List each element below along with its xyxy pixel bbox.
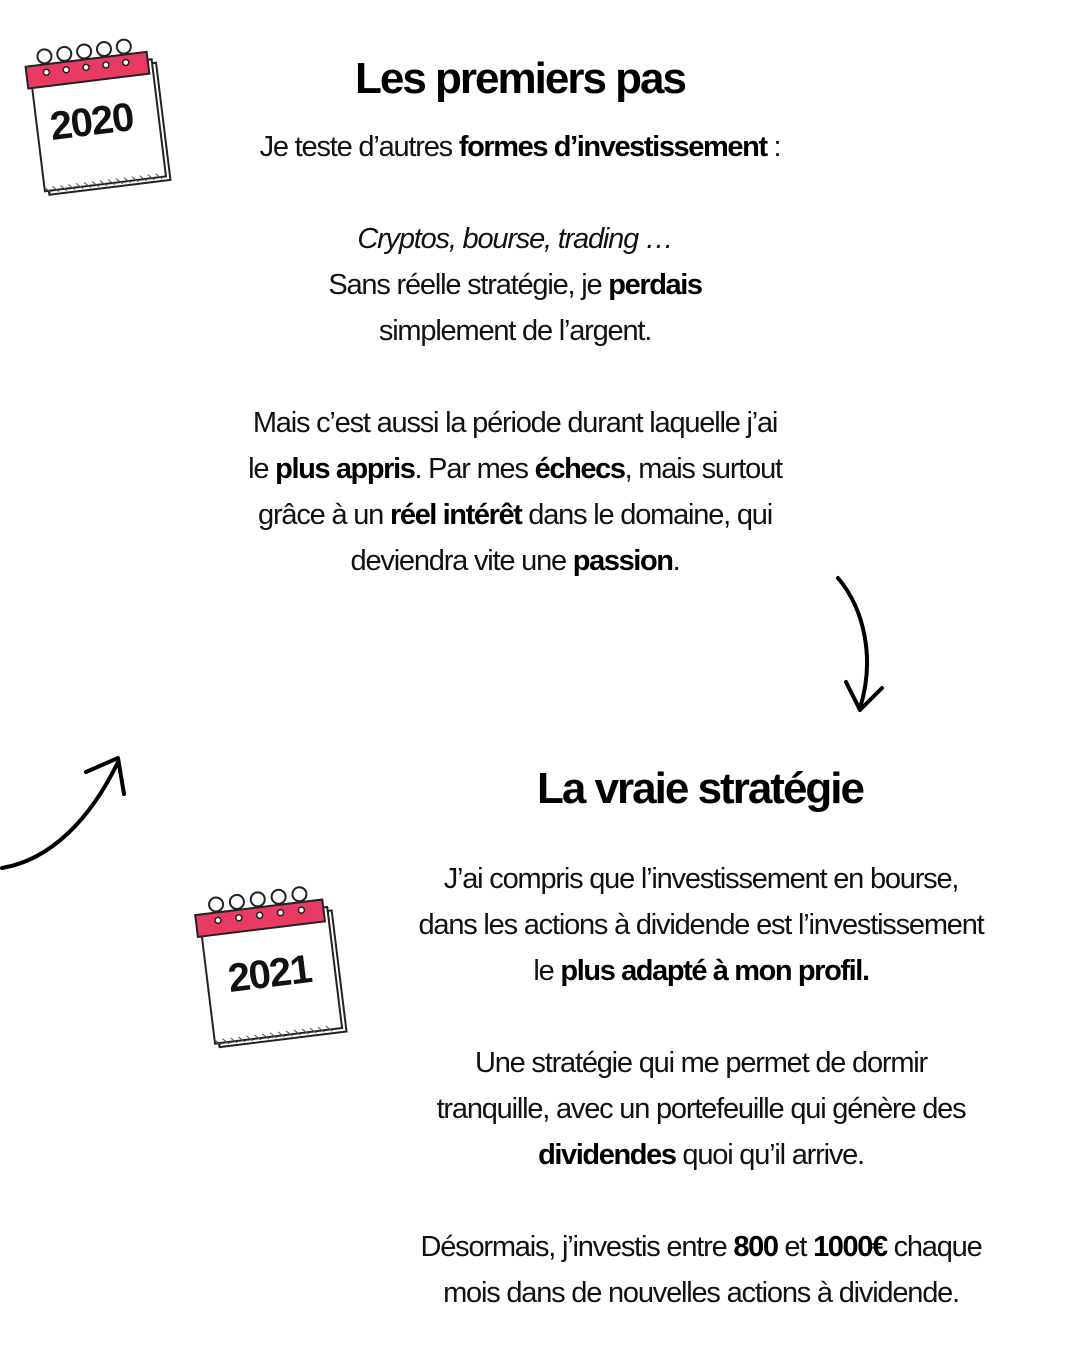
section2-paragraph-1: J’ai compris que l’investissement en bourse, dans les actions à dividende est l’investissement le plus adapté à mon profil. [418,863,984,987]
year-label: 2021 [225,947,314,1001]
calendar-2020-icon [20,30,180,195]
section2-paragraph-2: Une stratégie qui me permet de dormir tranquille, avec un portefeuille qui génère des dividendes quoi qu’il arrive. [436,1047,966,1171]
section1-paragraph-2: Mais c’est aussi la période durant laquelle j’ai le plus appris. Par mes échecs, mais surtout grâce à un réel intérêt dans le domaine, qui deviendra vite une passion. [248,407,782,577]
year-label: 2020 [47,95,136,149]
section1-intro: Je teste d’autres formes d’investissement : [259,131,781,163]
curved-arrow-up-icon [0,750,140,880]
calendar-2021-icon [188,876,358,1046]
section1-paragraph-1: Cryptos, bourse, trading … Sans réelle stratégie, je perdais simplement de l’argent. [328,223,702,347]
section1-title: Les premiers pas [355,54,685,103]
curved-arrow-down-icon [820,570,900,720]
section2-paragraph-3: Désormais, j’investis entre 800 et 1000€ chaque mois dans de nouvelles actions à dividende. [420,1231,982,1309]
section2-title: La vraie stratégie [537,764,863,813]
